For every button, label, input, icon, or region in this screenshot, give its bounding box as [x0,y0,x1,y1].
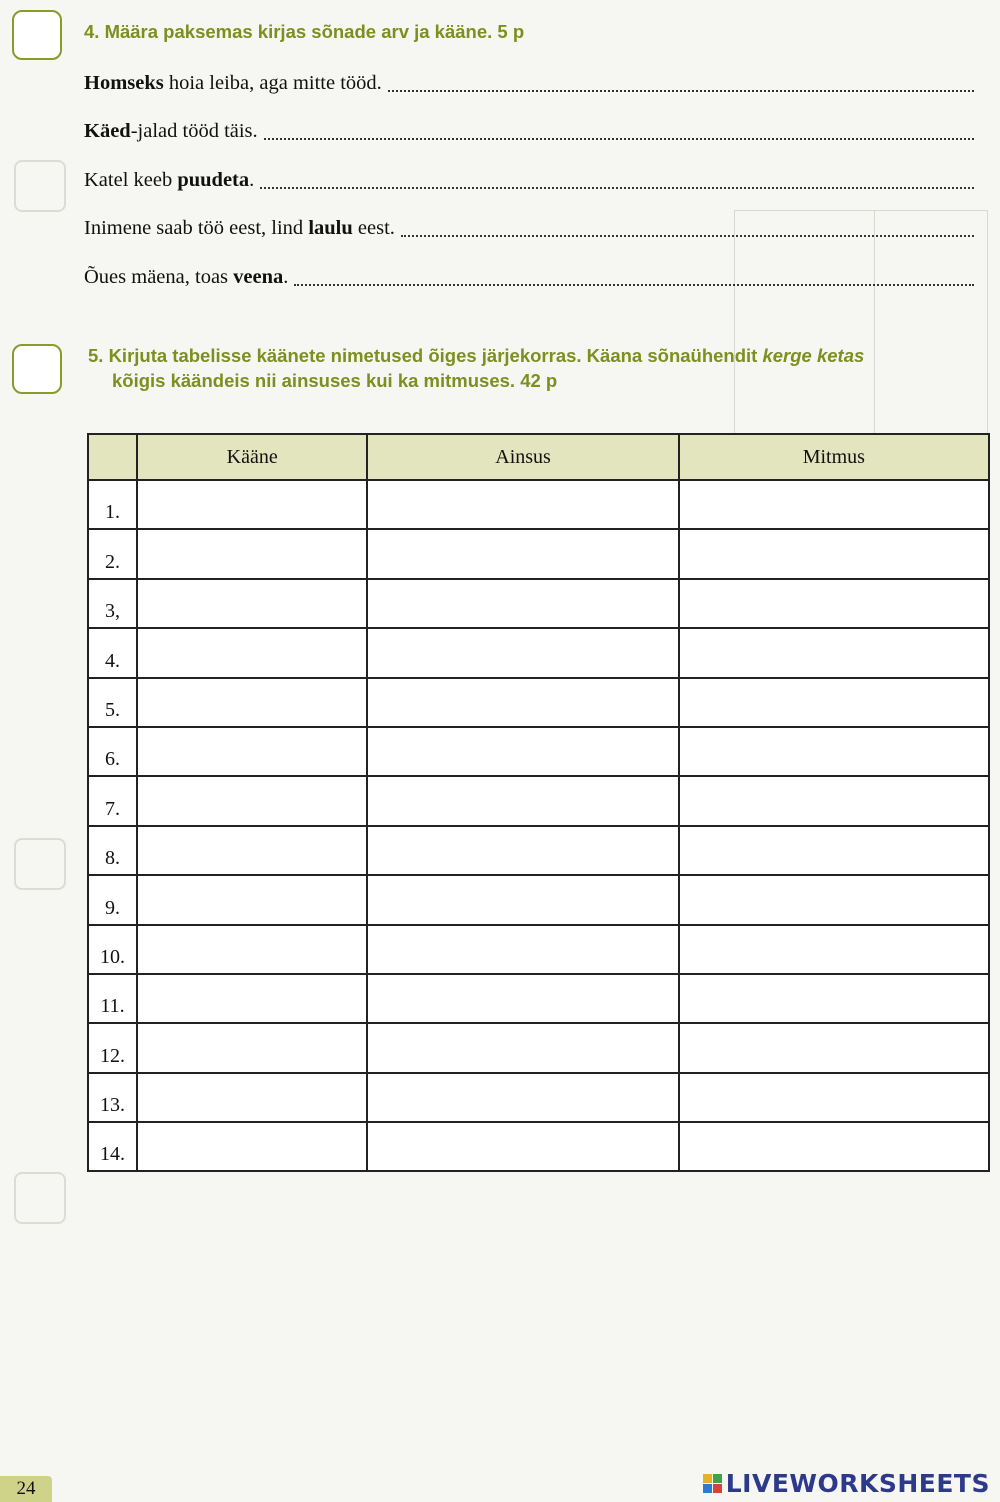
kaane-answer-input[interactable] [138,1074,366,1121]
liveworksheets-logo-text: LIVEWORKSHEETS [725,1468,990,1498]
cases-table [87,433,990,1172]
mitmus-cell[interactable] [679,1023,989,1072]
sentence-text: Homseks hoia leiba, aga mitte tööd. [84,72,382,94]
page-number: 24 [0,1476,52,1502]
ainsus-answer-input[interactable] [368,876,677,923]
answer-line-1[interactable] [388,90,974,92]
mitmus-cell[interactable] [679,480,989,529]
answer-line-2[interactable] [264,138,974,140]
mitmus-cell[interactable] [679,1073,989,1122]
mitmus-answer-input[interactable] [680,827,988,874]
sentence-text: Õues mäena, toas veena. [84,266,289,288]
mitmus-answer-input[interactable] [680,975,988,1022]
mitmus-answer-input[interactable] [680,876,988,923]
kaane-answer-input[interactable] [138,1123,366,1170]
ainsus-answer-input[interactable] [368,926,677,973]
kaane-answer-input[interactable] [138,876,366,923]
ainsus-answer-input[interactable] [368,777,677,824]
mitmus-cell[interactable] [679,727,989,776]
table-row [88,875,989,924]
mitmus-answer-input[interactable] [680,679,988,726]
table-row [88,826,989,875]
ainsus-cell[interactable] [367,1023,678,1072]
row-number: 1. [88,480,137,529]
mitmus-answer-input[interactable] [680,481,988,528]
row-number: 6. [88,727,137,776]
mitmus-answer-input[interactable] [680,926,988,973]
kaane-answer-input[interactable] [138,777,366,824]
kaane-cell[interactable] [137,1023,367,1072]
ainsus-cell[interactable] [367,875,678,924]
answer-line-5[interactable] [294,284,974,286]
ainsus-cell[interactable] [367,925,678,974]
row-number: 14. [88,1122,137,1171]
mitmus-answer-input[interactable] [680,1123,988,1170]
mitmus-cell[interactable] [679,875,989,924]
ainsus-answer-input[interactable] [368,679,677,726]
ainsus-cell[interactable] [367,727,678,776]
kaane-answer-input[interactable] [138,580,366,627]
row-number: 9. [88,875,137,924]
task4-sentence-4 [84,217,974,243]
ainsus-cell[interactable] [367,628,678,677]
mitmus-cell[interactable] [679,678,989,727]
table-row [88,1023,989,1072]
column-header-ainsus: Ainsus [367,434,678,480]
ainsus-answer-input[interactable] [368,975,677,1022]
column-header-mitmus: Mitmus [679,434,989,480]
bleed-through-box [14,1172,66,1224]
kaane-answer-input[interactable] [138,481,366,528]
row-number: 10. [88,925,137,974]
row-number: 3, [88,579,137,628]
ainsus-answer-input[interactable] [368,1074,677,1121]
ainsus-cell[interactable] [367,974,678,1023]
kaane-answer-input[interactable] [138,629,366,676]
sentence-text: Käed-jalad tööd täis. [84,120,258,142]
kaane-cell[interactable] [137,628,367,677]
row-number: 2. [88,529,137,578]
ainsus-answer-input[interactable] [368,629,677,676]
task5-score-box[interactable] [12,344,62,394]
row-number: 13. [88,1073,137,1122]
mitmus-cell[interactable] [679,579,989,628]
mitmus-answer-input[interactable] [680,777,988,824]
ainsus-cell[interactable] [367,1073,678,1122]
column-header-kaane: Kääne [137,434,367,480]
kaane-cell[interactable] [137,875,367,924]
row-number: 12. [88,1023,137,1072]
mitmus-answer-input[interactable] [680,1074,988,1121]
table-row [88,529,989,578]
ainsus-answer-input[interactable] [368,827,677,874]
task4-sentence-3 [84,169,974,195]
row-number: 8. [88,826,137,875]
kaane-cell[interactable] [137,925,367,974]
kaane-cell[interactable] [137,1073,367,1122]
sentence-text: Inimene saab töö eest, lind laulu eest. [84,217,395,239]
kaane-cell[interactable] [137,826,367,875]
table-row [88,974,989,1023]
table-row [88,628,989,677]
kaane-cell[interactable] [137,776,367,825]
ainsus-answer-input[interactable] [368,1123,677,1170]
kaane-answer-input[interactable] [138,1024,366,1071]
ainsus-answer-input[interactable] [368,580,677,627]
kaane-cell[interactable] [137,727,367,776]
table-header-row [88,434,989,480]
mitmus-cell[interactable] [679,974,989,1023]
kaane-answer-input[interactable] [138,975,366,1022]
mitmus-cell[interactable] [679,776,989,825]
table-row [88,579,989,628]
kaane-cell[interactable] [137,579,367,628]
table-row [88,925,989,974]
mitmus-cell[interactable] [679,628,989,677]
kaane-cell[interactable] [137,1122,367,1171]
kaane-answer-input[interactable] [138,728,366,775]
kaane-answer-input[interactable] [138,530,366,577]
bleed-through-box [14,838,66,890]
kaane-cell[interactable] [137,529,367,578]
sentence-text: Katel keeb puudeta. [84,169,255,191]
mitmus-cell[interactable] [679,529,989,578]
ainsus-cell[interactable] [367,776,678,825]
kaane-answer-input[interactable] [138,827,366,874]
task4-sentence-2 [84,120,974,146]
ainsus-cell[interactable] [367,1122,678,1171]
ainsus-cell[interactable] [367,529,678,578]
mitmus-answer-input[interactable] [680,580,988,627]
mitmus-cell[interactable] [679,826,989,875]
task4-score-box[interactable] [12,10,62,60]
row-number: 7. [88,776,137,825]
ainsus-answer-input[interactable] [368,530,677,577]
ainsus-cell[interactable] [367,579,678,628]
table-row [88,1122,989,1171]
answer-line-3[interactable] [260,187,974,189]
ainsus-answer-input[interactable] [368,481,677,528]
mitmus-answer-input[interactable] [680,629,988,676]
ainsus-answer-input[interactable] [368,728,677,775]
mitmus-answer-input[interactable] [680,1024,988,1071]
ainsus-answer-input[interactable] [368,1024,677,1071]
task5-heading: 5. Kirjuta tabelisse käänete nimetused õiges järjekorras. Käana sõnaühendit kerge ketas kõigis käändeis nii ainsuses kui ka mitmuses. 42 p [88,345,865,391]
liveworksheets-logo [703,1468,990,1498]
task4-heading: 4. Määra paksemas kirjas sõnade arv ja kääne. 5 p [84,21,525,42]
ainsus-cell[interactable] [367,826,678,875]
table-row [88,678,989,727]
row-number: 4. [88,628,137,677]
table-row [88,1073,989,1122]
mitmus-answer-input[interactable] [680,530,988,577]
ainsus-cell[interactable] [367,480,678,529]
task4-sentence-1 [84,72,974,98]
mitmus-answer-input[interactable] [680,728,988,775]
kaane-answer-input[interactable] [138,926,366,973]
table-row [88,727,989,776]
table-row [88,776,989,825]
mitmus-cell[interactable] [679,925,989,974]
liveworksheets-logo-icon [703,1474,722,1493]
row-number: 5. [88,678,137,727]
bleed-through-box [14,160,66,212]
column-header-number [88,434,137,480]
table-row [88,480,989,529]
kaane-cell[interactable] [137,678,367,727]
answer-line-4[interactable] [401,235,974,237]
row-number: 11. [88,974,137,1023]
mitmus-cell[interactable] [679,1122,989,1171]
ainsus-cell[interactable] [367,678,678,727]
kaane-cell[interactable] [137,974,367,1023]
task4-sentence-5 [84,266,974,292]
kaane-cell[interactable] [137,480,367,529]
kaane-answer-input[interactable] [138,679,366,726]
